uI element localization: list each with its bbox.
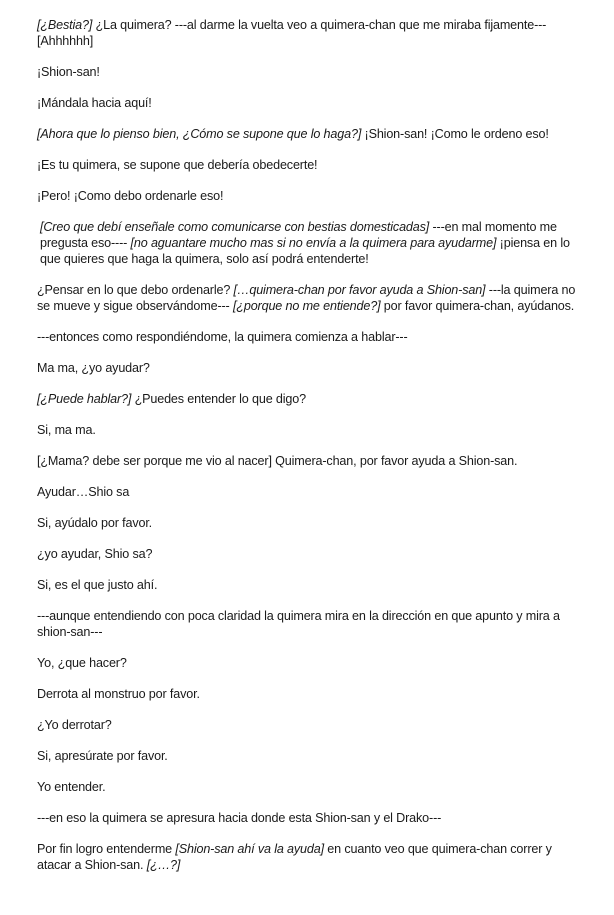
paragraph bbox=[37, 686, 589, 702]
text-segment: [¿Mama? debe ser porque me vio al nacer] Quimera-chan, por favor ayuda a Shion-san. bbox=[37, 454, 518, 468]
italic-text-segment: [Ahora que lo pienso bien, ¿Cómo se supone que lo haga?] bbox=[37, 127, 362, 141]
italic-text-segment: [Creo que debí enseñale como comunicarse con bestias domesticadas] bbox=[40, 220, 430, 234]
italic-text-segment: [¿…?] bbox=[146, 858, 181, 872]
paragraph bbox=[37, 717, 589, 733]
paragraph bbox=[37, 608, 589, 640]
paragraph bbox=[37, 282, 589, 314]
text-segment: ¡Pero! ¡Como debo ordenarle eso! bbox=[37, 189, 224, 203]
text-segment: ¡Shion-san! bbox=[37, 65, 100, 79]
text-segment: Yo entender. bbox=[37, 780, 106, 794]
text-segment: ¿Pensar en lo que debo ordenarle? bbox=[37, 283, 234, 297]
paragraph bbox=[37, 748, 589, 764]
text-segment: ¿Puedes entender lo que digo? bbox=[131, 392, 306, 406]
paragraph bbox=[37, 422, 589, 438]
paragraph bbox=[37, 810, 589, 826]
italic-text-segment: […quimera-chan por favor ayuda a Shion-san] bbox=[233, 283, 486, 297]
paragraph bbox=[37, 515, 589, 531]
text-segment: en cuanto veo que quimera-chan correr y atacar a Shion-san. bbox=[37, 842, 552, 872]
italic-text-segment: [¿Bestia?] bbox=[37, 18, 93, 32]
paragraph bbox=[37, 17, 589, 49]
text-segment: Ayudar…Shio sa bbox=[37, 485, 130, 499]
paragraph bbox=[37, 779, 589, 795]
paragraph bbox=[37, 188, 589, 204]
text-segment: ---aunque entendiendo con poca claridad la quimera mira en la dirección en que apunto y mira a shion-san--- bbox=[37, 609, 560, 639]
text-segment: ---en eso la quimera se apresura hacia donde esta Shion-san y el Drako--- bbox=[37, 811, 442, 825]
text-segment: Si, apresúrate por favor. bbox=[37, 749, 168, 763]
paragraph bbox=[37, 360, 589, 376]
italic-text-segment: [¿Puede hablar?] bbox=[37, 392, 132, 406]
text-segment: ---en mal momento me pregusta eso---- bbox=[40, 220, 557, 250]
paragraph bbox=[37, 577, 589, 593]
text-segment: por favor quimera-chan, ayúdanos. bbox=[380, 299, 575, 313]
paragraph bbox=[37, 391, 589, 407]
text-segment: ¿Yo derrotar? bbox=[37, 718, 112, 732]
paragraph bbox=[37, 546, 589, 562]
text-segment: ¿La quimera? ---al darme la vuelta veo a quimera-chan que me miraba fijamente--- [Ahhhhhh] bbox=[37, 18, 547, 48]
paragraph bbox=[37, 453, 589, 469]
italic-text-segment: [Shion-san ahí va la ayuda] bbox=[175, 842, 324, 856]
text-segment: Si, ma ma. bbox=[37, 423, 96, 437]
paragraph bbox=[37, 157, 589, 173]
text-segment: ¡Es tu quimera, se supone que debería obedecerte! bbox=[37, 158, 318, 172]
document-page bbox=[37, 17, 589, 888]
text-segment: ¡Mándala hacia aquí! bbox=[37, 96, 152, 110]
text-segment: ---la quimera no se mueve y sigue observándome--- bbox=[37, 283, 576, 313]
italic-text-segment: [¿porque no me entiende?] bbox=[232, 299, 381, 313]
text-segment: Yo, ¿que hacer? bbox=[37, 656, 127, 670]
paragraph bbox=[37, 219, 589, 267]
text-segment: ¡Shion-san! ¡Como le ordeno eso! bbox=[361, 127, 549, 141]
text-segment: Por fin logro entenderme bbox=[37, 842, 176, 856]
text-segment: ¡piensa en lo que quieres que haga la quimera, solo así podrá entenderte! bbox=[40, 236, 570, 266]
paragraph bbox=[37, 64, 589, 80]
text-segment: Si, es el que justo ahí. bbox=[37, 578, 158, 592]
text-segment: ---entonces como respondiéndome, la quimera comienza a hablar--- bbox=[37, 330, 408, 344]
paragraph bbox=[37, 329, 589, 345]
text-segment: Si, ayúdalo por favor. bbox=[37, 516, 153, 530]
paragraph bbox=[37, 126, 589, 142]
paragraph bbox=[37, 484, 589, 500]
text-segment: Derrota al monstruo por favor. bbox=[37, 687, 200, 701]
paragraph bbox=[37, 95, 589, 111]
paragraph bbox=[37, 841, 589, 873]
text-segment: ¿yo ayudar, Shio sa? bbox=[37, 547, 153, 561]
text-segment: Ma ma, ¿yo ayudar? bbox=[37, 361, 150, 375]
italic-text-segment: [no aguantare mucho mas si no envía a la quimera para ayudarme] bbox=[130, 236, 497, 250]
paragraph bbox=[37, 655, 589, 671]
